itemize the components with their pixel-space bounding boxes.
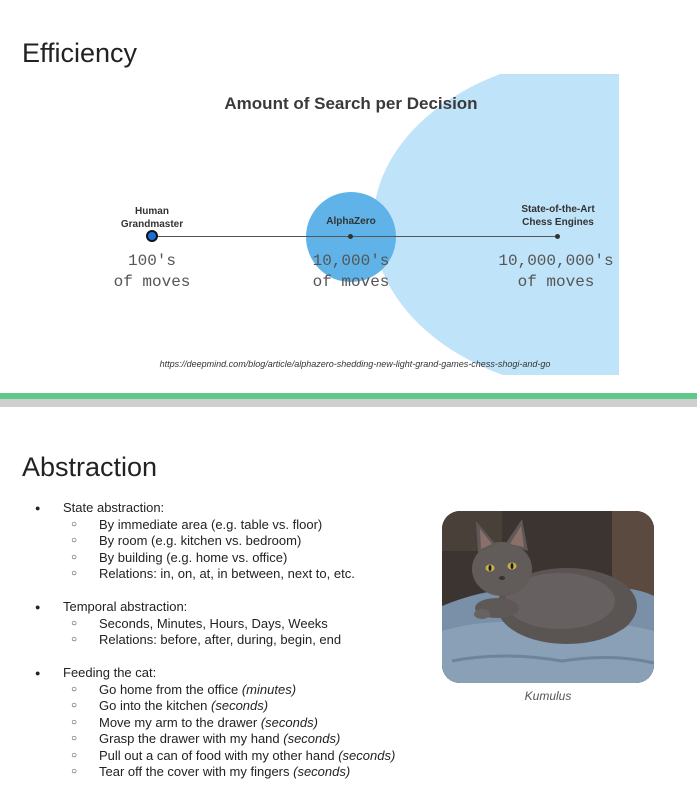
slide-divider [0,399,697,407]
list-subitem: ○ Relations: before, after, during, begin, end [0,632,430,649]
list-subitem: ○ Tear off the cover with my fingers (seconds) [0,764,430,781]
list-subitem: ○ By room (e.g. kitchen vs. bedroom) [0,533,430,550]
slide-title: Abstraction [22,452,158,482]
list-subitem: ○ Go home from the office (minutes) [0,682,430,699]
figure-title: Amount of Search per Decision [224,94,478,113]
alphazero-label: AlphaZero [326,216,376,227]
list-subitem: ○ Relations: in, on, at, in between, next to, etc. [0,566,430,583]
bullet-list [0,500,430,781]
list-subitem: ○ Seconds, Minutes, Hours, Days, Weeks [0,616,430,633]
list-subitem: ○ Move my arm to the drawer (seconds) [0,715,430,732]
cat-photo [442,511,654,683]
photo-caption: Kumulus [524,689,572,703]
human-grandmaster-label: Human Grandmaster [120,206,184,230]
engines-moves-count: 10,000,000's of moves [498,252,614,291]
slide-title: Efficiency [22,38,138,68]
human-moves-count: 100's of moves [113,252,191,291]
human-grandmaster-marker [146,230,158,242]
comparison-axis [152,236,557,237]
alphazero-moves-count: 10,000's of moves [312,252,390,291]
list-item: ● State abstraction: [0,500,430,517]
chess-engines-label: State-of-the-Art Chess Engines [521,204,595,228]
chess-engines-marker [555,234,560,239]
list-subitem: ○ Go into the kitchen (seconds) [0,698,430,715]
list-item: ● Temporal abstraction: [0,599,430,616]
source-url: https://deepmind.com/blog/article/alphazero-shedding-new-light-grand-games-chess-shogi-and-go [159,359,551,369]
list-item: ● Feeding the cat: [0,665,430,682]
alphazero-marker [348,234,353,239]
list-subitem: ○ By immediate area (e.g. table vs. floor) [0,517,430,534]
list-subitem: ○ Grasp the drawer with my hand (seconds) [0,731,430,748]
search-per-decision-figure [91,74,619,375]
list-subitem: ○ Pull out a can of food with my other hand (seconds) [0,748,430,765]
cat-illustration [442,511,654,683]
abstraction-slide [0,407,697,794]
list-subitem: ○ By building (e.g. home vs. office) [0,550,430,567]
efficiency-slide [0,0,697,393]
